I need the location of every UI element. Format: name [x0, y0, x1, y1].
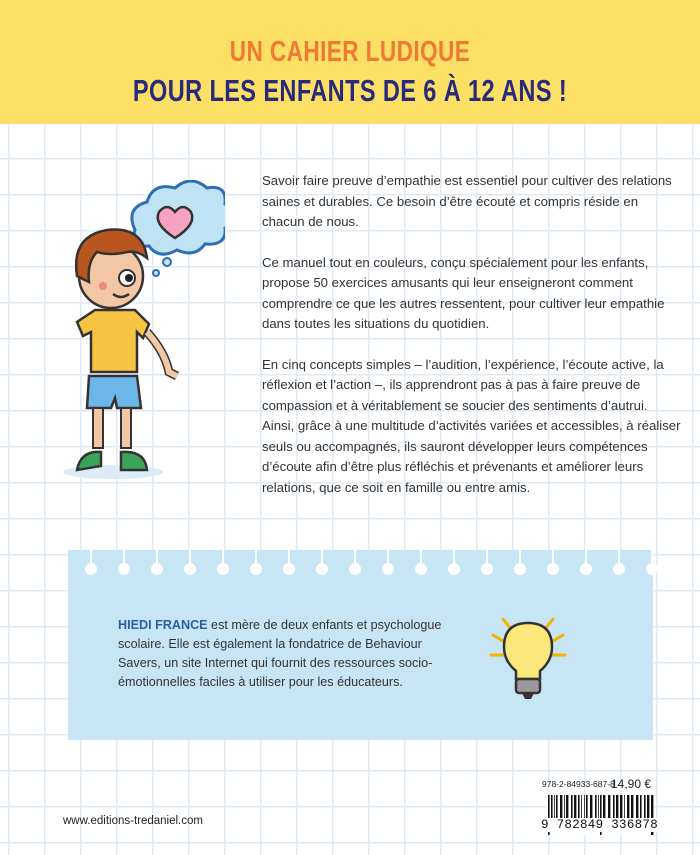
binder-hole [184, 563, 196, 575]
binder-hole [514, 563, 526, 575]
author-bio-text: est mère de deux enfants et psychologue scolaire. Elle est également la fondatrice de Behaviour Savers, un site Internet qui fournit des ressources socio-émotionnelles faciles à utiliser pour les éducateurs. [118, 618, 442, 689]
publisher-website[interactable]: www.editions-tredaniel.com [63, 815, 203, 827]
binder-hole [382, 563, 394, 575]
lightbulb-icon [473, 605, 583, 705]
binder-hole [481, 563, 493, 575]
subtitle-line-1: UN CAHIER LUDIQUE [229, 36, 471, 68]
header-band [0, 0, 700, 124]
binder-hole [283, 563, 295, 575]
description-paragraph: Savoir faire preuve d’empathie est essentiel pour cultiver des relations saines et durables. Ce besoin d’être écouté et compris réside en chacun de nous. [262, 173, 672, 229]
description-paragraph: En cinq concepts simples – l’audition, l’expérience, l’écoute active, la réflexion et l’action –, ils apprendront pas à pas à faire preuve de compassion et à véritablement se soucier des sentiments d’autrui. Ainsi, grâce à une multitude d’activités variées et accessibles, à réaliser seuls ou accompagnés, ils sauront développer leurs compétences d’écoute afin d’être plus réfléchis et prévenants et améliorer leurs relations, que ce soit en famille ou entre amis. [262, 356, 681, 495]
author-note-card [68, 550, 653, 740]
binder-hole [85, 563, 97, 575]
binder-hole [613, 563, 625, 575]
subtitle-line-2: POUR LES ENFANTS DE 6 À 12 ANS ! [132, 73, 568, 108]
binder-hole [415, 563, 427, 575]
barcode-number: 9 782849 336878 [541, 818, 659, 832]
binder-hole [547, 563, 559, 575]
binder-hole [316, 563, 328, 575]
author-name: HIEDI FRANCE [118, 618, 208, 632]
binder-hole [217, 563, 229, 575]
binder-hole [646, 563, 658, 575]
description [262, 171, 682, 518]
isbn: 978-2-84933-687-8 [542, 779, 615, 789]
binder-hole [250, 563, 262, 575]
binder-hole [448, 563, 460, 575]
description-paragraph: Ce manuel tout en couleurs, conçu spécialement pour les enfants, propose 50 exercices amusants qui leur enseigneront comment comprendre ce que les autres ressentent, pour cultiver leur empathie dans toutes les situations du quotidien. [262, 254, 665, 331]
binder-hole [349, 563, 361, 575]
binder-hole [118, 563, 130, 575]
binder-hole [151, 563, 163, 575]
boy-illustration [55, 180, 225, 490]
thought-bubble-icon [132, 181, 225, 276]
author-bio [118, 616, 448, 692]
binder-hole [580, 563, 592, 575]
price: 14,90 € [611, 777, 652, 791]
